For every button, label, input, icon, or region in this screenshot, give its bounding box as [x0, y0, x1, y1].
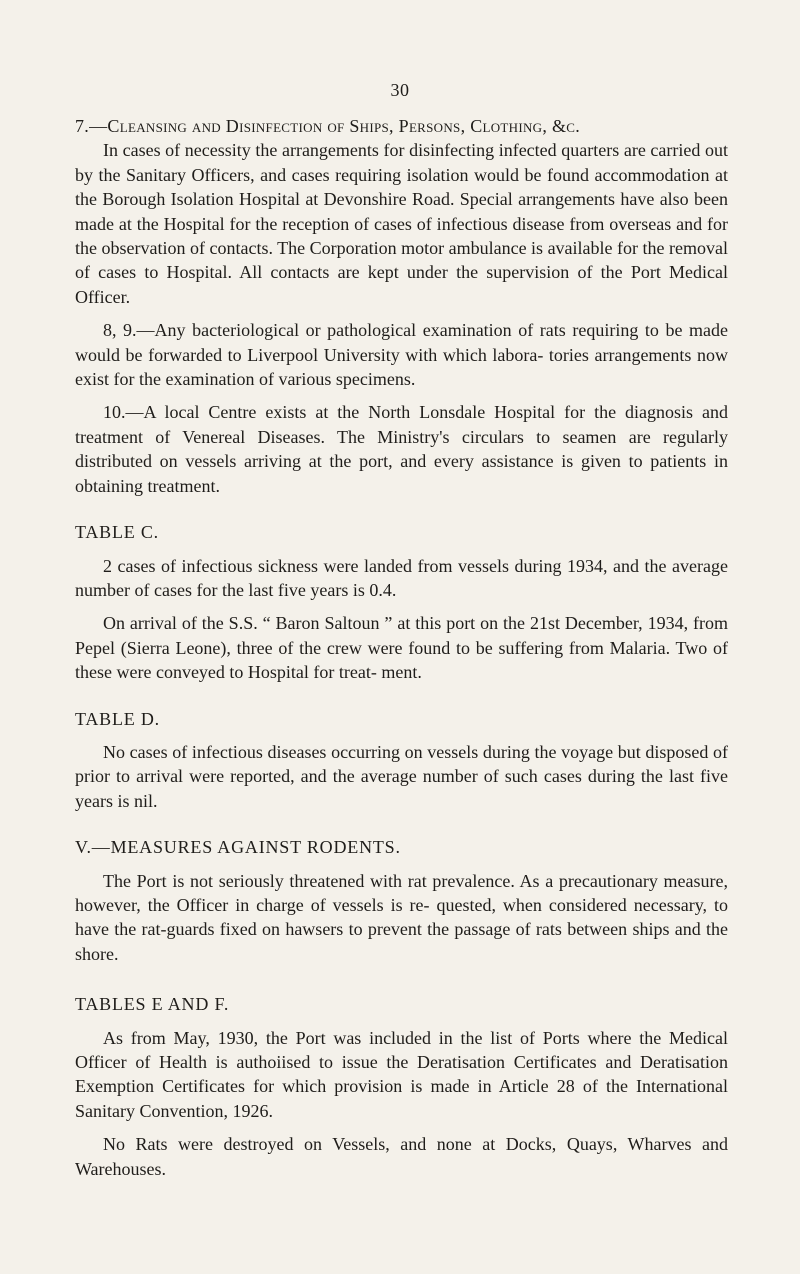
- page-number: 30: [390, 80, 410, 100]
- table-c-paragraph-1: 2 cases of infectious sickness were landed from vessels during 1934, and the average number of cases for the last five years is 0.4.: [75, 555, 728, 600]
- table-d-paragraph-1: No cases of infectious diseases occurring on vessels during the voyage but disposed of prior to arrival were reported, and the average number of such cases during the last five years is nil.: [75, 741, 728, 811]
- section-10-body: 10.—A local Centre exists at the North Lonsdale Hospital for the diagnosis and treatment of Venereal Diseases. The Ministry's circulars to seamen are regularly distributed on vessels arriving at the port, and every assistance is given to patients in obtaining treatment.: [75, 402, 728, 496]
- section-7-title: 7.—Cleansing and Disinfection of Ships, Persons, Clothing, &c.: [75, 116, 581, 136]
- section-7-body: In cases of necessity the arrangements for disinfecting infected quarters are carried out by the Sanitary Officers, and cases requiring isolation would be found accommodation at the Borough Isolation Hospital at Devonshire Road. Special arrangements have also been made at the Hospital for the reception of cases of infectious disease from overseas and for the observation of contacts. The Corporation motor ambulance is available for the removal of cases to Hospital. All contacts are kept under the supervision of the Port Medical Officer.: [75, 140, 728, 307]
- tables-e-f-paragraph-1: As from May, 1930, the Port was included in the list of Ports where the Medical Officer of Health is authoiised to issue the Deratisation Certificates and Deratisation Exemption Certificates for which provision is made in Article 28 of the International Sanitary Convention, 1926.: [75, 1027, 728, 1121]
- section-v-heading: V.—MEASURES AGAINST RODENTS.: [75, 837, 401, 858]
- table-c-paragraph-2: On arrival of the S.S. “ Baron Saltoun ” at this port on the 21st December, 1934, from Pepel (Sierra Leone), three of the crew were found to be suffering from Malaria. Two of these were conveyed to Hospital for treat- ment.: [75, 613, 728, 683]
- table-d-heading: TABLE D.: [75, 708, 160, 729]
- page-content: [75, 114, 728, 1181]
- tables-e-f-heading: TABLES E AND F.: [75, 994, 230, 1015]
- section-8-9-body: 8, 9.—Any bacteriological or pathological examination of rats requiring to be made would be forwarded to Liverpool University with which labora- tories arrangements now exist for the examination of various specimens.: [75, 320, 728, 390]
- tables-e-f-paragraph-2: No Rats were destroyed on Vessels, and none at Docks, Quays, Wharves and Warehouses.: [75, 1134, 728, 1179]
- section-v-paragraph-1: The Port is not seriously threatened with rat prevalence. As a precautionary measure, however, the Officer in charge of vessels is re- quested, when considered necessary, to have the rat-guards fixed on hawsers to prevent the passage of rats between ships and the shore.: [75, 870, 728, 964]
- table-c-heading: TABLE C.: [75, 522, 159, 543]
